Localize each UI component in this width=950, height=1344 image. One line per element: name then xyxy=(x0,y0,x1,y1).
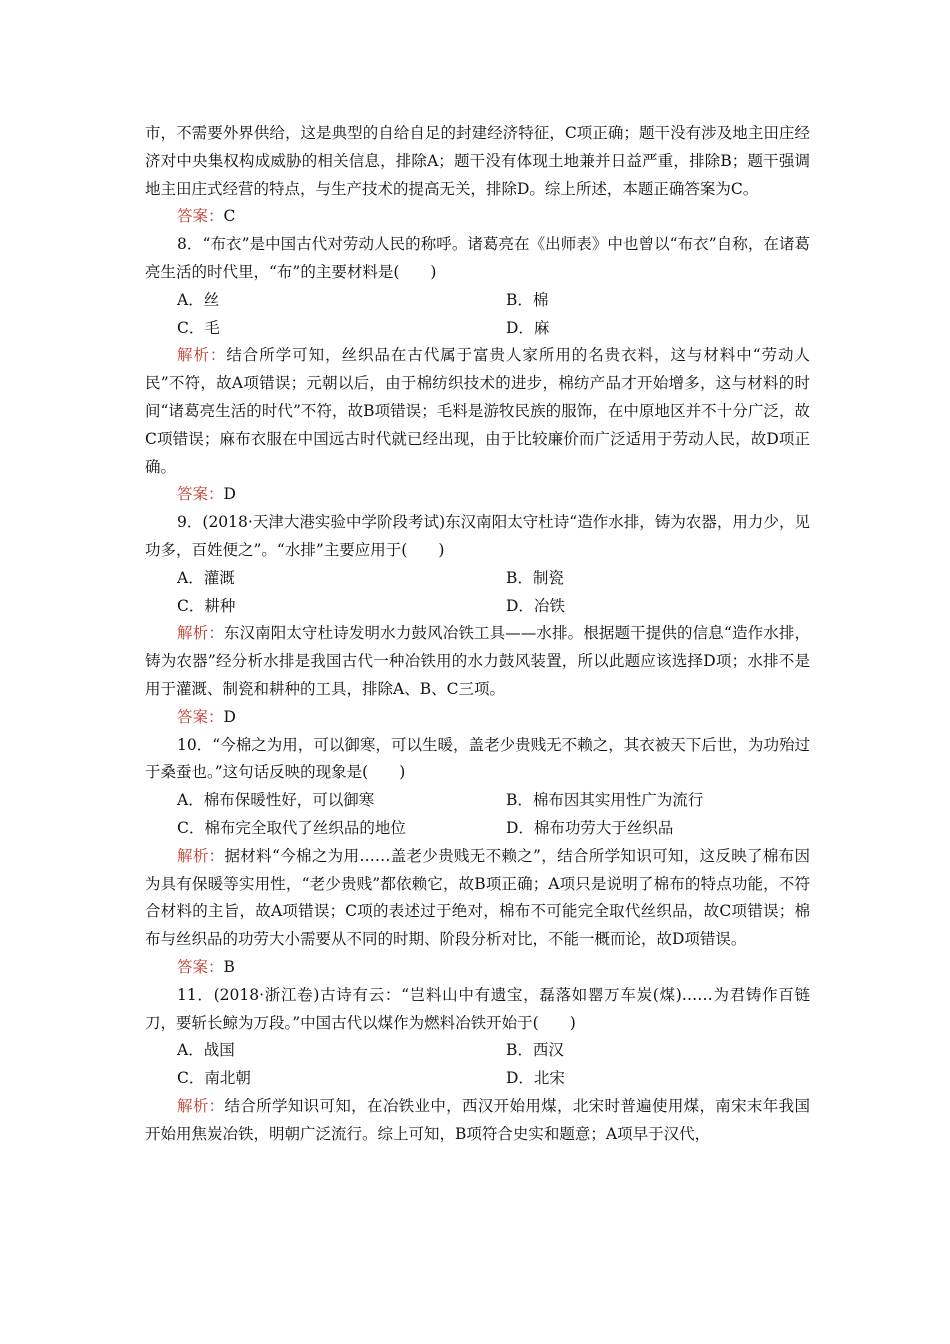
analysis-text: 结合所学可知，丝织品在古代属于富贵人家所用的名贵衣料，这与材料中“劳动人民”不符，故A项错误；元朝以后，由于棉纺织技术的进步，棉纺产品才开始增多，这与材料的时间“诸葛亮生活的时代”不符，故B项错误；毛料是游牧民族的服饰，在中原地区并不十分广泛，故C项错误；麻布衣服在中国远古时代就已经出现，由于比较廉价而广泛适用于劳动人民，故D项正确。 xyxy=(145,346,810,476)
option-d: D．棉布功劳大于丝织品 xyxy=(506,818,674,837)
option-a: A．战国 xyxy=(177,1041,235,1060)
question-10-stem: 10．“今棉之为用，可以御寒，可以生暖，盖老少贵贱无不赖之，其衣被天下后世，为功殆过于桑蚕也。”这句话反映的现象是( ) xyxy=(145,735,810,782)
question-10-options xyxy=(145,787,810,843)
question-9-analysis xyxy=(145,620,810,703)
question-8-options xyxy=(145,287,810,343)
analysis-label: 解析： xyxy=(177,1096,225,1115)
option-a: A．灌溉 xyxy=(177,568,235,587)
option-c: C．毛 xyxy=(177,318,220,337)
analysis-label: 解析： xyxy=(177,846,225,865)
option-b: B．棉布因其实用性广为流行 xyxy=(506,791,704,810)
option-b: B．棉 xyxy=(506,290,549,309)
question-10-analysis xyxy=(145,843,810,954)
question-8-stem: 8．“布衣”是中国古代对劳动人民的称呼。诸葛亮在《出师表》中也曾以“布衣”自称，在诸葛亮生活的时代里，“布”的主要材料是( ) xyxy=(145,235,810,281)
analysis-text: 据材料“今棉之为用……盖老少贵贱无不赖之”，结合所学知识可知，这反映了棉布因为具有保暖等实用性，“老少贵贱”都依赖它，故B项正确；A项只是说明了棉布的特点功能，不符合材料的主旨，故A项错误；C项的表述过于绝对，棉布不可能完全取代丝织品，故C项错误；棉布与丝织品的功劳大小需要从不同的时期、阶段分析对比，不能一概而论，故D项错误。 xyxy=(145,846,810,949)
option-b: B．制瓷 xyxy=(506,568,564,587)
question-11-analysis xyxy=(145,1093,810,1149)
answer-value: D xyxy=(223,485,236,504)
question-9-answer xyxy=(145,704,810,732)
question-8-analysis xyxy=(145,342,810,481)
answer-label: 答案： xyxy=(177,207,224,226)
question-9-options xyxy=(145,565,810,621)
analysis-label: 解析： xyxy=(177,624,224,643)
question-11-stem: 11．(2018·浙江卷)古诗有云：“岂料山中有遗宝，磊落如罂万车炭(煤)……为君铸作百链刀，要斩长鲸为万段。”中国古代以煤作为燃料冶铁开始于( ) xyxy=(145,985,810,1032)
answer-label: 答案： xyxy=(177,707,224,726)
answer-value: B xyxy=(223,957,235,976)
option-a: A．棉布保暖性好，可以御寒 xyxy=(177,791,375,810)
question-8-answer xyxy=(145,481,810,509)
option-d: D．北宋 xyxy=(506,1069,565,1088)
option-b: B．西汉 xyxy=(506,1041,564,1060)
answer-value: D xyxy=(223,707,236,726)
analysis-text: 东汉南阳太守杜诗发明水力鼓风冶铁工具——水排。根据题干提供的信息“造作水排，铸为农器”经分析水排是我国古代一种冶铁用的水力鼓风装置，所以此题应该选择D项；水排不是用于灌溉、制瓷和耕种的工具，排除A、B、C三项。 xyxy=(145,624,810,698)
option-d: D．麻 xyxy=(506,318,550,337)
option-c: C．棉布完全取代了丝织品的地位 xyxy=(177,818,406,837)
question-9-stem: 9．(2018·天津大港实验中学阶段考试)东汉南阳太守杜诗“造作水排，铸为农器，用力少，见功多，百姓便之”。“水排”主要应用于( ) xyxy=(145,513,810,559)
answer-value: C xyxy=(223,207,236,226)
option-d: D．冶铁 xyxy=(506,596,565,615)
analysis-label: 解析： xyxy=(177,346,227,365)
question-11-options xyxy=(145,1037,810,1093)
answer-label: 答案： xyxy=(177,957,224,976)
question-10-answer xyxy=(145,954,810,982)
answer-label: 答案： xyxy=(177,485,224,504)
option-c: C．南北朝 xyxy=(177,1069,251,1088)
option-c: C．耕种 xyxy=(177,596,236,615)
intro-paragraph: 市，不需要外界供给，这是典型的自给自足的封建经济特征，C项正确；题干没有涉及地主田庄经济对中央集权构成威胁的相关信息，排除A；题干没有体现土地兼并日益严重，排除B；题干强调地主田庄式经营的特点，与生产技术的提高无关，排除D。综上所述，本题正确答案为C。 xyxy=(145,124,810,198)
document-page xyxy=(145,120,810,1148)
intro-answer xyxy=(145,203,810,231)
option-a: A．丝 xyxy=(177,290,220,309)
analysis-text: 结合所学知识可知，在冶铁业中，西汉开始用煤，北宋时普遍使用煤，南宋末年我国开始用焦炭冶铁，明朝广泛流行。综上可知，B项符合史实和题意；A项早于汉代， xyxy=(145,1096,810,1143)
